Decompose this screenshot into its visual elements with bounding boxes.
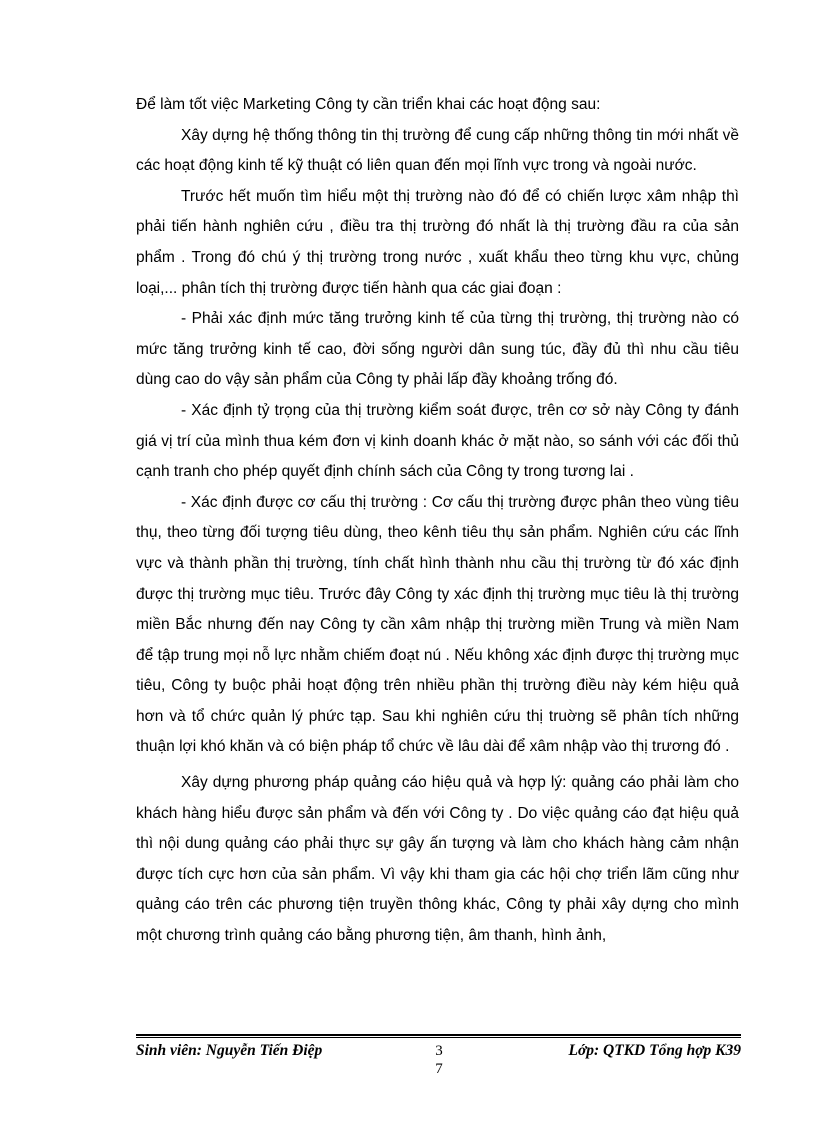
- paragraph-info-system: Xây dựng hệ thống thông tin thị trường để cung cấp những thông tin mới nhất về các hoạt động kinh tế kỹ thuật có liên quan đến mọi lĩnh vực trong và ngoài nước.: [136, 126, 739, 175]
- paragraph-advertising: Xây dựng phương pháp quảng cáo hiệu quả và hợp lý: quảng cáo phải làm cho khách hàng hiểu được sản phẩm và đến với Công ty . Do việc quảng cáo đạt hiệu quả thì nội dung quảng cáo phải thực sự gây ấn tượng và làm cho khách hàng cảm nhận được tích cực hơn của sản phẩm. Vì vậy khi tham gia các hội chợ triển lãm cũng như quảng cáo trên các phương tiện truyền thông khác, Công ty phải xây dựng cho mình một chương trình quảng cáo bằng phương tiện, âm thanh, hình ảnh,: [136, 774, 739, 945]
- paragraph-market-research: Trước hết muốn tìm hiểu một thị trường nào đó để có chiến lược xâm nhập thì phải tiến hành nghiên cứu , điều tra thị trường đó nhất là thị trường đầu ra của sản phẩm . Trong đó chú ý thị trường trong nước , xuất khẩu theo từng khu vực, chủng loại,... phân tích thị trường được tiến hành qua các giai đoạn :: [136, 187, 739, 297]
- page-number-bottom: 7: [435, 1061, 443, 1077]
- footer-student: Sinh viên: Nguyễn Tiến Điệp: [136, 1042, 323, 1059]
- body-text: [136, 90, 739, 952]
- paragraph-market-structure: - Xác định được cơ cấu thị trường : Cơ cấu thị trường được phân theo vùng tiêu thụ, theo từng đối tượng tiêu dùng, theo kênh tiêu thụ sản phẩm. Nghiên cứu các lĩnh vực và thành phần thị trường, tính chất hình thành nhu cầu thị trường từ đó xác định được thị trường mục tiêu. Trước đây Công ty xác định thị trường mục tiêu là thị trường miền Bắc nhưng đến nay Công ty cần xâm nhập thị trường miền Trung và miền Nam để tập trung mọi nỗ lực nhằm chiếm đoạt nú . Nếu không xác định được thị trường mục tiêu, Công ty buộc phải hoạt động trên nhiều phần thị trường điều này kém hiệu quả hơn và tổ chức quản lý phức tạp. Sau khi nghiên cứu thị truờng sẽ phân tích những thuận lợi khó khăn và có biện pháp tổ chức về lâu dài để xâm nhập vào thị trương đó .: [136, 493, 739, 756]
- footer-rule: [136, 1034, 741, 1036]
- footer-class: Lớp: QTKD Tổng hợp K39: [568, 1042, 741, 1059]
- page-number-top: 3: [435, 1043, 443, 1059]
- footer-page-number: [432, 1042, 446, 1078]
- paragraph-intro: Để làm tốt việc Marketing Công ty cần triển khai các hoạt động sau:: [136, 96, 601, 113]
- page-footer: [136, 1042, 741, 1082]
- footer-rule-thin: [136, 1037, 741, 1038]
- paragraph-growth: - Phải xác định mức tăng trưởng kinh tế của từng thị trường, thị trường nào có mức tăng trưởng kinh tế cao, đời sống người dân sung túc, đầy đủ thì nhu cầu tiêu dùng cao do vậy sản phẩm của Công ty phải lấp đầy khoảng trống đó.: [136, 310, 739, 389]
- paragraph-market-share: - Xác định tỷ trọng của thị trường kiểm soát được, trên cơ sở này Công ty đánh giá vị trí của mình thua kém đơn vị kinh doanh khác ở mặt nào, so sánh với các đối thủ cạnh tranh cho phép quyết định chính sách của Công ty trong tương lai .: [136, 401, 739, 481]
